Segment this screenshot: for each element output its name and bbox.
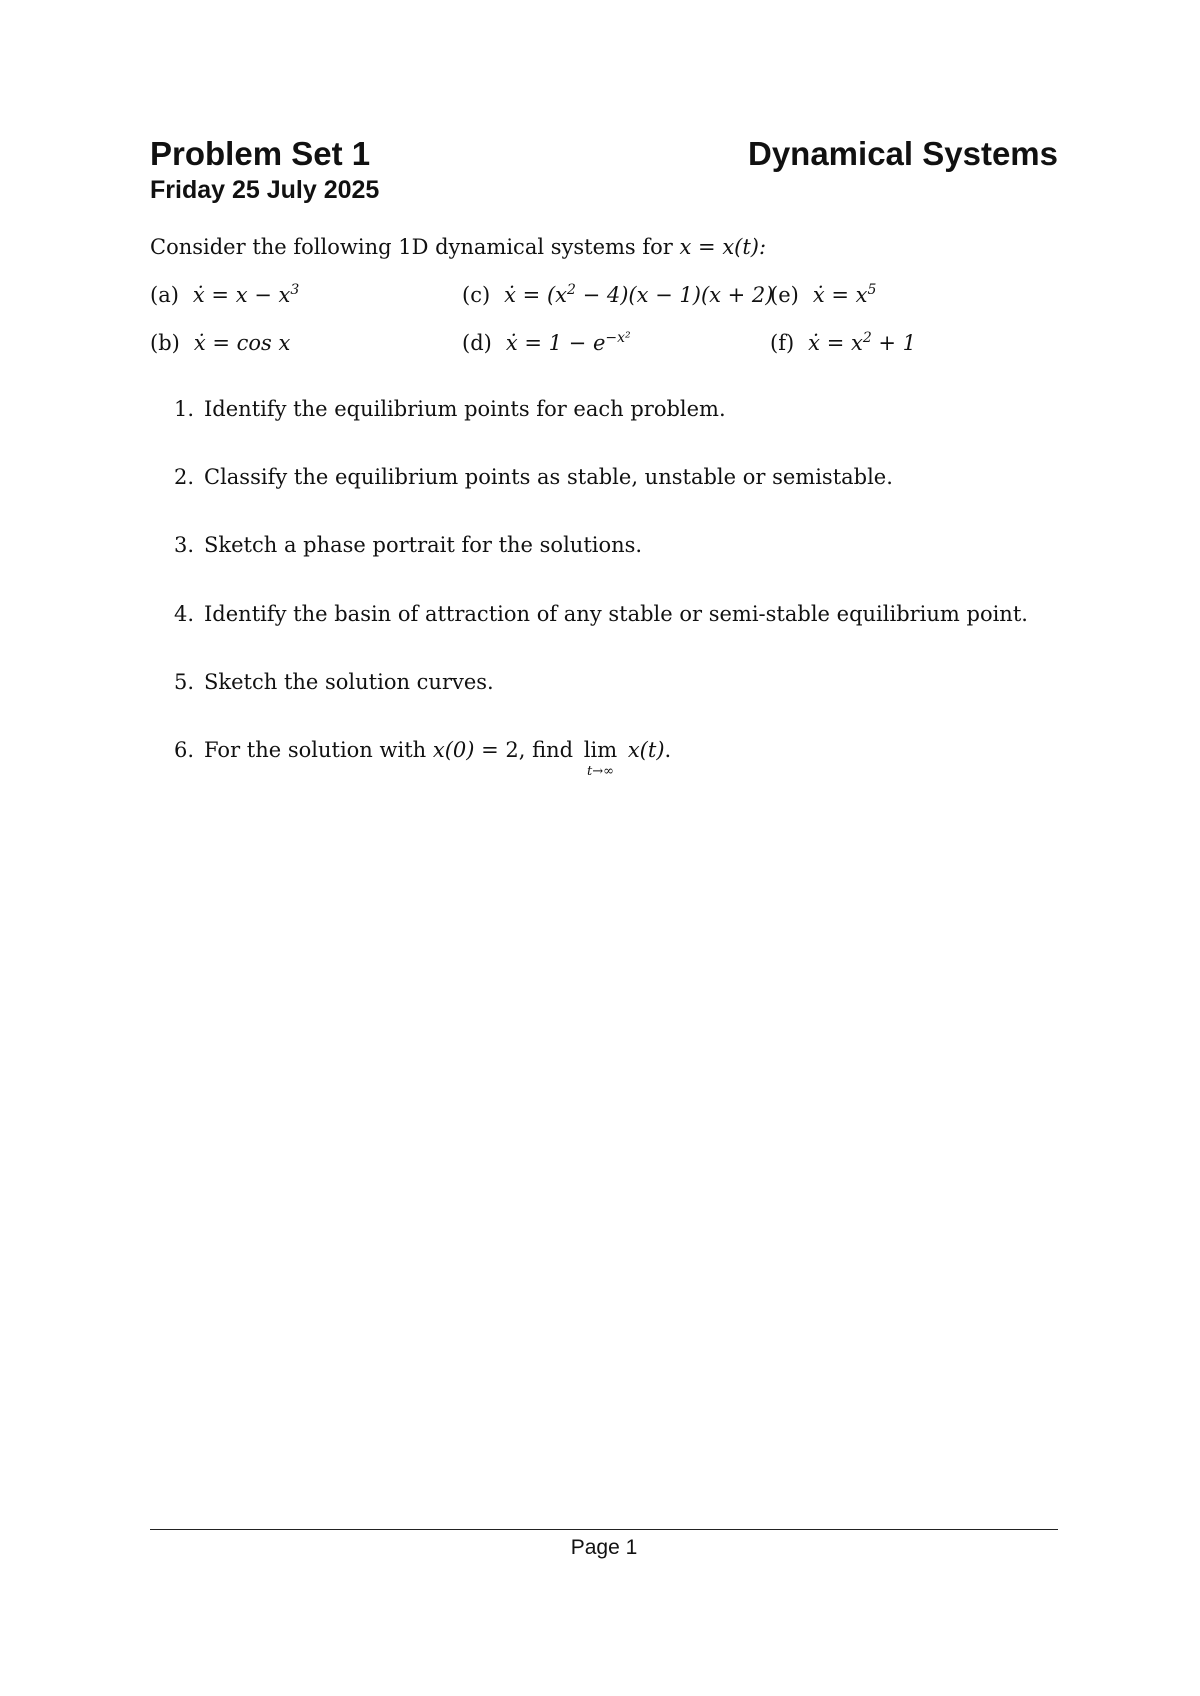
system-e bbox=[770, 281, 876, 309]
question-text: Identify the basin of attraction of any stable or semi-stable equilibrium point. bbox=[204, 602, 1028, 626]
system-b bbox=[150, 329, 290, 357]
system-exponent: 5 bbox=[867, 282, 877, 298]
question-6 bbox=[150, 736, 672, 779]
footer-divider bbox=[150, 1529, 1058, 1530]
question-text-after: . bbox=[664, 738, 672, 762]
system-label: (c) bbox=[462, 283, 491, 307]
date: Friday 25 July 2025 bbox=[150, 176, 380, 204]
system-label: (b) bbox=[150, 331, 180, 355]
question-3 bbox=[150, 531, 642, 559]
question-text: Sketch a phase portrait for the solutions. bbox=[204, 533, 643, 557]
question-number: 5. bbox=[173, 670, 194, 694]
system-exponent: 2 bbox=[862, 330, 872, 346]
system-d bbox=[462, 329, 631, 357]
system-label: (f) bbox=[770, 331, 795, 355]
system-tail: + 1 bbox=[871, 331, 917, 355]
question-number: 1. bbox=[173, 397, 194, 421]
header-row bbox=[150, 134, 1058, 174]
question-number: 4. bbox=[173, 602, 194, 626]
system-equation: ẋ = x − x bbox=[192, 283, 291, 307]
limit-function-math: x(t) bbox=[627, 738, 665, 762]
question-number: 6. bbox=[173, 738, 194, 762]
course-title: Dynamical Systems bbox=[747, 135, 1058, 172]
problem-set-title: Problem Set 1 bbox=[150, 135, 371, 172]
system-c bbox=[462, 281, 773, 309]
system-exponent: −x² bbox=[605, 330, 631, 346]
intro-sentence: Consider the following 1D dynamical systems for bbox=[150, 235, 673, 259]
system-label: (e) bbox=[770, 283, 799, 307]
system-equation: ẋ = x bbox=[808, 331, 863, 355]
system-label: (a) bbox=[150, 283, 179, 307]
question-1 bbox=[150, 395, 726, 423]
limit-subscript: t→∞ bbox=[586, 764, 614, 779]
system-f bbox=[770, 329, 916, 357]
intro-text bbox=[150, 233, 766, 261]
initial-condition-math: x(0) bbox=[432, 738, 475, 762]
system-tail: − 4)(x − 1)(x + 2) bbox=[575, 283, 774, 307]
system-exponent: 2 bbox=[566, 282, 576, 298]
question-2 bbox=[150, 463, 893, 491]
system-a bbox=[150, 281, 299, 309]
system-equation: ẋ = x bbox=[812, 283, 868, 307]
header bbox=[150, 134, 1058, 206]
question-text-mid: = 2, find bbox=[481, 738, 574, 762]
question-text-before: For the solution with bbox=[204, 738, 427, 762]
question-4 bbox=[150, 600, 1028, 628]
system-equation: ẋ = cos x bbox=[193, 331, 291, 355]
question-5 bbox=[150, 668, 494, 696]
system-equation: ẋ = 1 − e bbox=[505, 331, 606, 355]
limit-operator bbox=[583, 736, 618, 779]
system-exponent: 3 bbox=[290, 282, 300, 298]
question-text: Sketch the solution curves. bbox=[204, 670, 494, 694]
question-number: 2. bbox=[173, 465, 194, 489]
system-label: (d) bbox=[462, 331, 492, 355]
page-number: Page 1 bbox=[570, 1536, 638, 1559]
limit-word: lim bbox=[583, 738, 618, 762]
question-number: 3. bbox=[173, 533, 194, 557]
question-text: Identify the equilibrium points for each problem. bbox=[204, 397, 726, 421]
system-equation: ẋ = (x bbox=[504, 283, 567, 307]
question-text: Classify the equilibrium points as stable, unstable or semistable. bbox=[204, 465, 893, 489]
intro-math: x = x(t): bbox=[679, 235, 767, 259]
